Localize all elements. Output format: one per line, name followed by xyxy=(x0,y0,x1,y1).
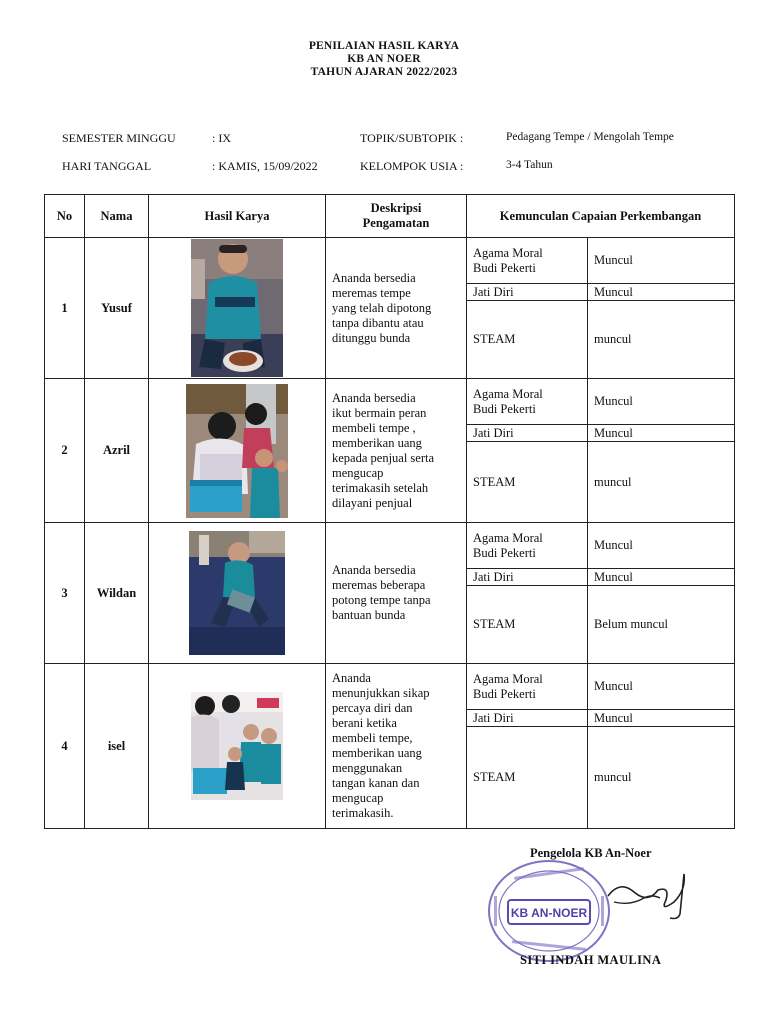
row-description xyxy=(326,379,467,523)
desc-line: menunjukkan sikap xyxy=(332,686,430,700)
desc-line: kepada penjual serta xyxy=(332,450,435,465)
desc-line: Ananda bersedia xyxy=(332,563,416,577)
kelompok-value: 3-4 Tahun xyxy=(506,159,553,171)
aspect-value: Muncul xyxy=(588,425,735,442)
aspect-label-line: Budi Pekerti xyxy=(473,401,536,416)
row-no: 1 xyxy=(45,238,85,379)
topik-label: TOPIK/SUBTOPIK : xyxy=(360,131,464,145)
aspect-label: STEAM xyxy=(467,442,588,523)
table-row xyxy=(45,379,735,425)
aspect-value: Muncul xyxy=(588,710,735,727)
aspect-value: muncul xyxy=(588,727,735,829)
semester-value: : IX xyxy=(212,131,231,145)
table-header-row xyxy=(45,195,735,238)
desc-line: mengucap xyxy=(332,791,384,805)
aspect-label-line: Budi Pekerti xyxy=(473,260,536,275)
desc-line: memberikan uang xyxy=(332,746,422,760)
row-no: 3 xyxy=(45,523,85,664)
stamp-label: KB AN-NOER xyxy=(510,906,588,920)
table-row xyxy=(45,664,735,710)
table-row xyxy=(45,238,735,284)
doc-school: KB AN NOER xyxy=(347,53,421,65)
child-photo xyxy=(186,384,288,518)
desc-line: menggunakan xyxy=(332,761,403,775)
school-stamp xyxy=(484,856,614,966)
aspect-label xyxy=(467,379,588,425)
desc-line: tangan kanan dan xyxy=(332,776,420,790)
header-hasil-karya: Hasil Karya xyxy=(149,195,326,238)
header-no: No xyxy=(45,195,85,238)
aspect-label xyxy=(467,664,588,710)
desc-line: memberikan uang xyxy=(332,435,422,450)
row-nama: isel xyxy=(85,664,149,829)
desc-line: terimakasih setelah xyxy=(332,480,429,495)
aspect-label: STEAM xyxy=(467,301,588,379)
aspect-label: Jati Diri xyxy=(467,425,588,442)
aspect-value: Muncul xyxy=(588,379,735,425)
aspect-label: Jati Diri xyxy=(467,284,588,301)
hari-label: HARI TANGGAL xyxy=(62,159,152,173)
desc-line: Ananda xyxy=(332,671,371,685)
row-no: 4 xyxy=(45,664,85,829)
child-photo xyxy=(191,692,283,800)
row-nama: Azril xyxy=(85,379,149,523)
row-description xyxy=(326,238,467,379)
desc-line: bantuan bunda xyxy=(332,608,406,622)
aspect-label-line: Budi Pekerti xyxy=(473,545,536,560)
row-photo-cell xyxy=(149,523,326,664)
header-nama: Nama xyxy=(85,195,149,238)
header-deskripsi-2: Pengamatan xyxy=(362,216,430,230)
desc-line: mengucap xyxy=(332,465,384,480)
row-photo-cell xyxy=(149,664,326,829)
row-nama: Wildan xyxy=(85,523,149,664)
header-kemunculan: Kemunculan Capaian Perkembangan xyxy=(467,195,735,238)
desc-line: ditunggu bunda xyxy=(332,330,411,345)
desc-line: membeli tempe, xyxy=(332,731,413,745)
header-deskripsi-1: Deskripsi xyxy=(370,201,422,215)
aspect-value: Muncul xyxy=(588,238,735,284)
desc-line: tanpa dibantu atau xyxy=(332,315,424,330)
row-photo-cell xyxy=(149,238,326,379)
desc-line: meremas beberapa xyxy=(332,578,426,592)
signature-scribble xyxy=(600,866,692,922)
aspect-value: Muncul xyxy=(588,284,735,301)
table-row xyxy=(45,523,735,569)
desc-line: membeli tempe , xyxy=(332,420,416,435)
aspect-label: Jati Diri xyxy=(467,569,588,586)
signature-name: SITI INDAH MAULINA xyxy=(520,953,662,967)
child-photo xyxy=(191,239,283,377)
aspect-label: STEAM xyxy=(467,727,588,829)
signature-title: Pengelola KB An-Noer xyxy=(530,846,652,860)
aspect-label xyxy=(467,523,588,569)
desc-line: potong tempe tanpa xyxy=(332,593,431,607)
row-description xyxy=(326,664,467,829)
desc-line: berani ketika xyxy=(332,716,397,730)
kelompok-label: KELOMPOK USIA : xyxy=(360,159,464,173)
desc-line: percaya diri dan xyxy=(332,701,413,715)
semester-label: SEMESTER MINGGU xyxy=(62,131,176,145)
aspect-value: Muncul xyxy=(588,569,735,586)
doc-year: TAHUN AJARAN 2022/2023 xyxy=(310,66,458,78)
child-photo xyxy=(189,531,285,655)
aspect-label-line: Budi Pekerti xyxy=(473,686,536,701)
desc-line: dilayani penjual xyxy=(332,495,413,510)
aspect-value: Muncul xyxy=(588,523,735,569)
assessment-table xyxy=(44,194,735,829)
row-photo-cell xyxy=(149,379,326,523)
aspect-value: muncul xyxy=(588,442,735,523)
aspect-label-line: Agama Moral xyxy=(473,245,543,260)
aspect-label xyxy=(467,238,588,284)
desc-line: terimakasih. xyxy=(332,806,394,820)
doc-title: PENILAIAN HASIL KARYA xyxy=(308,40,460,52)
desc-line: meremas tempe xyxy=(332,285,411,300)
header-deskripsi xyxy=(326,195,467,238)
aspect-label: STEAM xyxy=(467,586,588,664)
aspect-value: Belum muncul xyxy=(588,586,735,664)
desc-line: Ananda bersedia xyxy=(332,390,416,405)
row-description xyxy=(326,523,467,664)
hari-value: : KAMIS, 15/09/2022 xyxy=(212,159,318,173)
desc-line: yang telah dipotong xyxy=(332,300,432,315)
aspect-label-line: Agama Moral xyxy=(473,530,543,545)
desc-line: Ananda bersedia xyxy=(332,270,416,285)
aspect-label-line: Agama Moral xyxy=(473,386,543,401)
aspect-value: muncul xyxy=(588,301,735,379)
row-nama: Yusuf xyxy=(85,238,149,379)
row-no: 2 xyxy=(45,379,85,523)
aspect-label: Jati Diri xyxy=(467,710,588,727)
desc-line: ikut bermain peran xyxy=(332,405,427,420)
topik-value: Pedagang Tempe / Mengolah Tempe xyxy=(506,131,674,143)
aspect-value: Muncul xyxy=(588,664,735,710)
aspect-label-line: Agama Moral xyxy=(473,671,543,686)
